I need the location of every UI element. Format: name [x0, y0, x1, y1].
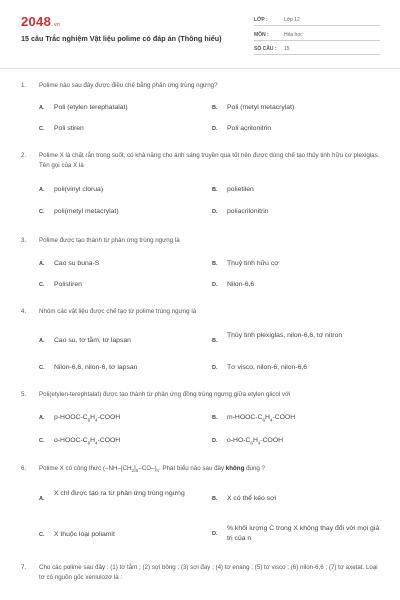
- option-text: % khối lượng C trong X không thay đổi với mọi giá trị của n: [227, 525, 380, 542]
- question-number: 2.: [21, 152, 27, 159]
- option-letter: D.: [212, 531, 218, 537]
- option-text: X thuộc loại poliamit: [54, 531, 115, 538]
- option-letter: A.: [39, 415, 45, 421]
- header-divider: [0, 68, 400, 69]
- option-letter: B.: [212, 105, 218, 111]
- option-formula: $m-HOOC-C_6H_4$-COOH: [227, 414, 296, 423]
- option-letter: A.: [39, 187, 45, 193]
- option-text: poliacrilonitrin: [227, 208, 269, 215]
- option-letter: C.: [39, 282, 45, 288]
- question-number: 4.: [21, 308, 27, 315]
- document-title: 15 câu Trắc nghiệm Vật liệu polime có đáp án (Thông hiểu): [21, 34, 222, 43]
- question-number: 7.: [21, 564, 27, 571]
- option-letter: B.: [212, 496, 218, 502]
- option-letter: D.: [212, 438, 218, 444]
- option-text: Thủy tinh plexiglas, nilon-6,6, tơ nitron: [227, 332, 343, 339]
- emphasis-keyword: không: [225, 465, 245, 472]
- info-divider: [254, 54, 380, 55]
- option-text: poli(metyl metacrylat): [54, 208, 119, 215]
- question-number: 6.: [21, 465, 27, 472]
- question-number: 3.: [21, 237, 27, 244]
- option-letter: D.: [212, 282, 218, 288]
- option-text: Cao su buna-S: [54, 260, 100, 267]
- option-letter: C.: [39, 438, 45, 444]
- question-number: 1.: [21, 82, 27, 89]
- option-text: poli(vinyl clorua): [54, 186, 104, 193]
- option-formula: $p-HOOC-C_6H_4$-COOH: [54, 414, 121, 423]
- option-text: X chỉ được tạo ra từ phản ứng trùng ngưng: [54, 490, 185, 497]
- option-text: Cao su, tơ tằm, tơ lapsan: [54, 337, 131, 344]
- logo-suffix: .vn: [52, 22, 61, 28]
- option-letter: D.: [212, 126, 218, 132]
- option-letter: C.: [39, 126, 45, 132]
- question-text: Polime được tạo thành từ phản ứng trùng ngưng là: [39, 237, 180, 244]
- info-key: SỐ CÂU :: [254, 46, 277, 52]
- document-header: [0, 0, 400, 64]
- option-text: Nilon-6,6, nilon-6, tơ lapsan: [54, 364, 138, 371]
- option-letter: A.: [39, 105, 45, 111]
- option-letter: D.: [212, 365, 218, 371]
- option-letter: B.: [212, 187, 218, 193]
- option-letter: A.: [39, 496, 45, 502]
- logo-text: 2048: [21, 14, 52, 29]
- option-letter: B.: [212, 338, 218, 344]
- option-text: Poli acrilonitrin: [227, 125, 272, 132]
- option-text: Thuỷ tinh hữu cơ: [227, 260, 279, 267]
- question-text: Cho các polime sau đây : (1) tơ tằm ; (2) sợi bông ; (3) sợi đay ; (4) tơ enang ; (5) tơ visco ; (6) nilon-6,6 ; (7) tơ axetat. Loại tơ có nguồn gốc xenlulozơ là :: [39, 564, 378, 581]
- option-text: Polistiren: [54, 281, 82, 288]
- option-letter: D.: [212, 209, 218, 215]
- option-text: Tơ visco, nilon-6, nilon-6,6: [227, 364, 308, 371]
- info-divider: [254, 25, 380, 26]
- option-text: Nilon-6,6: [227, 281, 255, 288]
- site-logo[interactable]: [21, 14, 60, 29]
- info-value: Lớp 12: [284, 17, 300, 23]
- option-text: Poli stiren: [54, 125, 84, 132]
- option-letter: A.: [39, 338, 45, 344]
- option-letter: C.: [39, 532, 45, 538]
- question-text: Polime X là chất rắn trong suốt, có khả năng cho ánh sáng truyền qua tốt nên được dùng chế tạo thủy tinh hữu cơ plexiglas. Tên gọi của X là: [39, 152, 380, 169]
- option-formula: $o-HO-C_6H_4$-COOH: [227, 437, 284, 446]
- option-text: X có thể kéo sợi: [227, 495, 277, 502]
- option-letter: B.: [212, 415, 218, 421]
- option-formula: $o-HOOC-C_6H_4$-COOH: [54, 437, 121, 446]
- option-letter: B.: [212, 261, 218, 267]
- option-letter: C.: [39, 365, 45, 371]
- question-text: Polime nào sau đây được điều chế bằng phản ứng trùng ngưng?: [39, 82, 218, 89]
- option-letter: A.: [39, 261, 45, 267]
- info-value: Hóa học: [284, 32, 303, 38]
- option-text: Poli (metyl metacrylat): [227, 104, 295, 111]
- info-key: MÔN :: [254, 32, 269, 38]
- option-text: polietilen: [227, 186, 254, 193]
- question-text: Nhóm các vật liệu được chế tạo từ polime trùng ngưng là: [39, 308, 197, 315]
- option-text: Poli (etylen terephatalat): [54, 104, 128, 111]
- option-letter: C.: [39, 209, 45, 215]
- question-text: Poli(etylen-terephtalat) được tạo thành từ phản ứng đồng trùng ngưng giữa etylen glicol với: [39, 391, 291, 398]
- question-number: 5.: [21, 391, 27, 398]
- info-divider: [254, 40, 380, 41]
- question-text: Polime X có công thức $(-NH-[CH_2]_5-CO-)_n$. Phát biểu nào sau đây không đúng ?: [39, 465, 266, 474]
- info-key: LỚP :: [254, 17, 268, 23]
- info-value: 15: [284, 46, 290, 52]
